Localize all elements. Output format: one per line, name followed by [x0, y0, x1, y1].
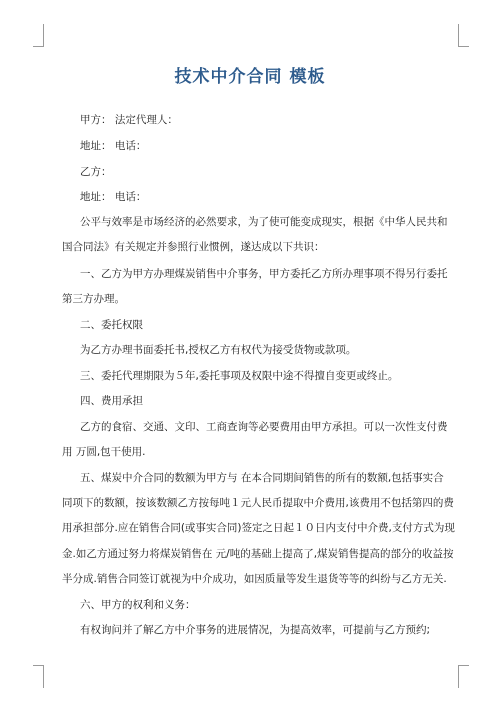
paragraph-line: 金.如乙方通过努力将煤炭销售在 元/吨的基础上提高了,煤炭销售提高的部分的收益按 [62, 548, 454, 560]
paragraph-line: 国合同法》有关规定并参照行业惯例，遂达成以下共识： [62, 241, 325, 253]
paragraph-line: 三、委托代理期限为５年,委托事项及权限中途不得擅自变更或终止。 [80, 370, 399, 382]
section-heading: 四、费用承担 [80, 395, 143, 407]
paragraph-line: 用 万圆,包干使用. [62, 446, 146, 458]
crop-mark-top-left [33, 24, 44, 47]
party-b-address-line: 地址： 电话： [80, 191, 147, 203]
party-a-line: 甲方： 法定代理人： [80, 114, 178, 126]
paragraph-line: 第三方办理。 [62, 293, 125, 305]
party-a-address-line: 地址： 电话： [80, 140, 147, 152]
paragraph-line: 一、乙方为甲方办理煤炭销售中介事务，甲方委托乙方所办理事项不得另行委托 [80, 268, 448, 280]
paragraph-line: 五、煤炭中介合同的数额为甲方与 在本合同期间销售的所有的数额,包括事实合 [80, 472, 444, 484]
paragraph-line: 乙方的食宿、交通、文印、工商查询等必要费用由甲方承担。可以一次性支付费 [80, 421, 448, 433]
paragraph-line: 用承担部分.应在销售合同(或事实合同)签定之日起１０日内支付中介费,支付方式为现 [62, 522, 455, 534]
crop-mark-bottom-right [458, 665, 469, 688]
paragraph-line: 公平与效率是市场经济的必然要求，为了使可能变成现实，根据《中华人民共和 [80, 216, 448, 228]
section-heading: 六、甲方的权利和义务： [80, 599, 196, 611]
crop-mark-top-right [458, 24, 469, 47]
party-b-line: 乙方： [80, 166, 112, 178]
paragraph-line: 半分成.销售合同签订就视为中介成功，如因质量等发生退货等等的纠纷与乙方无关. [62, 573, 447, 585]
paragraph-line: 有权询问并了解乙方中介事务的进展情况，为提高效率，可提前与乙方预约; [80, 624, 431, 636]
paragraph-line: 为乙方办理书面委托书,授权乙方有权代为接受货物或款项。 [80, 344, 357, 356]
section-heading: 二、委托权限 [80, 319, 143, 331]
crop-mark-bottom-left [33, 665, 44, 688]
document-title: 技术中介合同 模板 [174, 67, 326, 87]
paragraph-line: 同项下的数额，按该数额乙方按每吨１元人民币提取中介费用,该费用不包括第四的费 [62, 497, 454, 509]
